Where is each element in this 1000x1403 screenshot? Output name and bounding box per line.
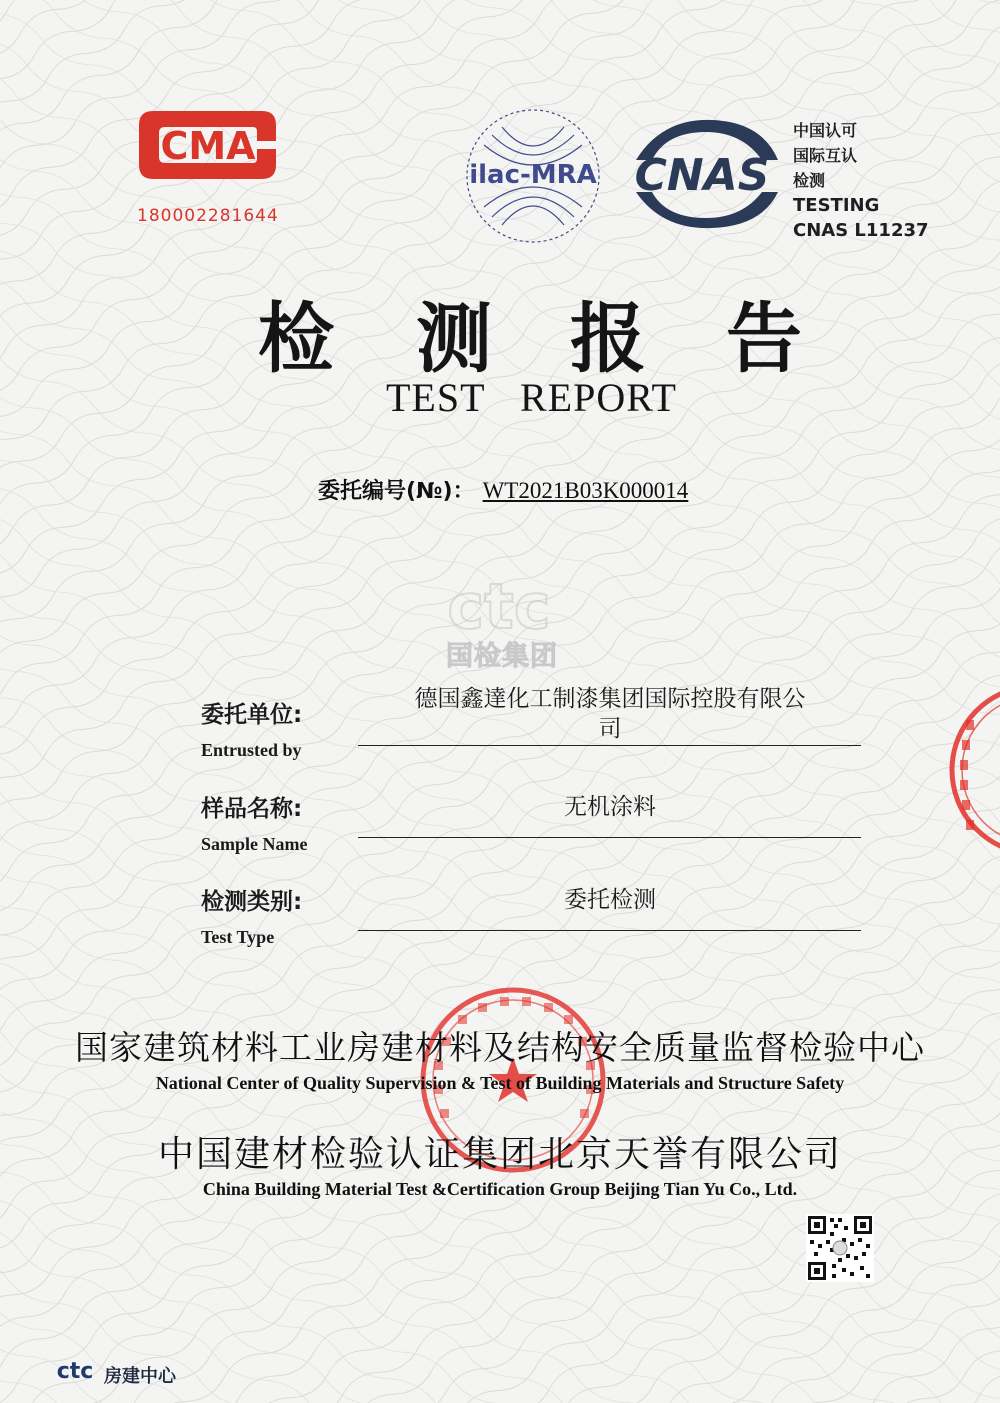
org-name-zh-1: 国家建筑材料工业房建材料及结构安全质量监督检验中心 <box>75 1028 925 1067</box>
entrust-number-label: 委托编号(№)： <box>318 479 475 504</box>
title-en <box>0 374 1000 424</box>
title-en-word: TEST <box>386 375 486 420</box>
cma-logo <box>135 105 280 185</box>
cnas-line-zh: 中国认可 <box>793 121 858 140</box>
field-label-sample-zh: 样品名称: <box>201 796 303 822</box>
ilac-logo-text: ilac-MRA <box>469 160 597 190</box>
entrust-number-value: WT2021B03K000014 <box>482 478 689 503</box>
cnas-line-zh: 检测 <box>793 171 826 190</box>
title-en-word: REPORT <box>520 375 677 420</box>
cnas-line-testing: TESTING <box>793 195 880 216</box>
ctc-footer-logo <box>50 1360 100 1382</box>
field-label-test-type-zh: 检测类别: <box>201 889 303 915</box>
cnas-line-number: CNAS L11237 <box>793 220 929 241</box>
cma-number: 180002281644 <box>137 206 279 226</box>
field-value-test-type: 委托检测 <box>564 887 656 913</box>
footer-text: 房建中心 <box>104 1366 176 1387</box>
cma-logo-text: CMA <box>160 124 256 168</box>
org-name-en-2: China Building Material Test &Certification Group Beijing Tian Yu Co., Ltd. <box>202 1179 798 1199</box>
field-label-entrusted-en: Entrusted by <box>201 740 302 760</box>
field-value-entrusted <box>360 684 860 744</box>
field-underline <box>358 745 861 746</box>
entrust-number <box>318 474 688 505</box>
title-zh-char: 测 <box>416 294 492 383</box>
ilac-mra-logo <box>462 105 604 247</box>
field-label-sample-en: Sample Name <box>201 834 308 854</box>
field-label-entrusted-zh: 委托单位: <box>201 702 303 728</box>
title-zh-char: 检 <box>258 294 334 383</box>
field-value-line: 德国鑫達化工制漆集团国际控股有限公 <box>414 686 806 712</box>
title-zh-char: 告 <box>726 294 802 383</box>
watermark-logo-text: ctc <box>447 570 551 643</box>
org-name-zh-2: 中国建材检验认证集团北京天誉有限公司 <box>157 1134 842 1175</box>
cnas-accreditation-text <box>793 118 929 243</box>
field-value-line: 司 <box>598 716 622 742</box>
red-seal-stamp-edge <box>946 680 1000 860</box>
title-zh-char: 报 <box>570 294 646 383</box>
watermark-text: 国检集团 <box>446 641 558 672</box>
cnas-line-zh: 国际互认 <box>793 146 858 165</box>
cnas-logo-text: CNAS <box>634 150 770 201</box>
footer-logo-text: ctc <box>56 1360 94 1382</box>
field-label-test-type-en: Test Type <box>201 927 275 947</box>
cnas-logo <box>622 118 782 230</box>
field-underline <box>358 837 861 838</box>
title-zh <box>0 278 1000 383</box>
org-name-en-1: National Center of Quality Supervision & Test of Building Materials and Structure Safety <box>155 1073 845 1093</box>
qr-code <box>806 1214 874 1282</box>
field-underline <box>358 930 861 931</box>
field-value-sample: 无机涂料 <box>564 794 656 820</box>
